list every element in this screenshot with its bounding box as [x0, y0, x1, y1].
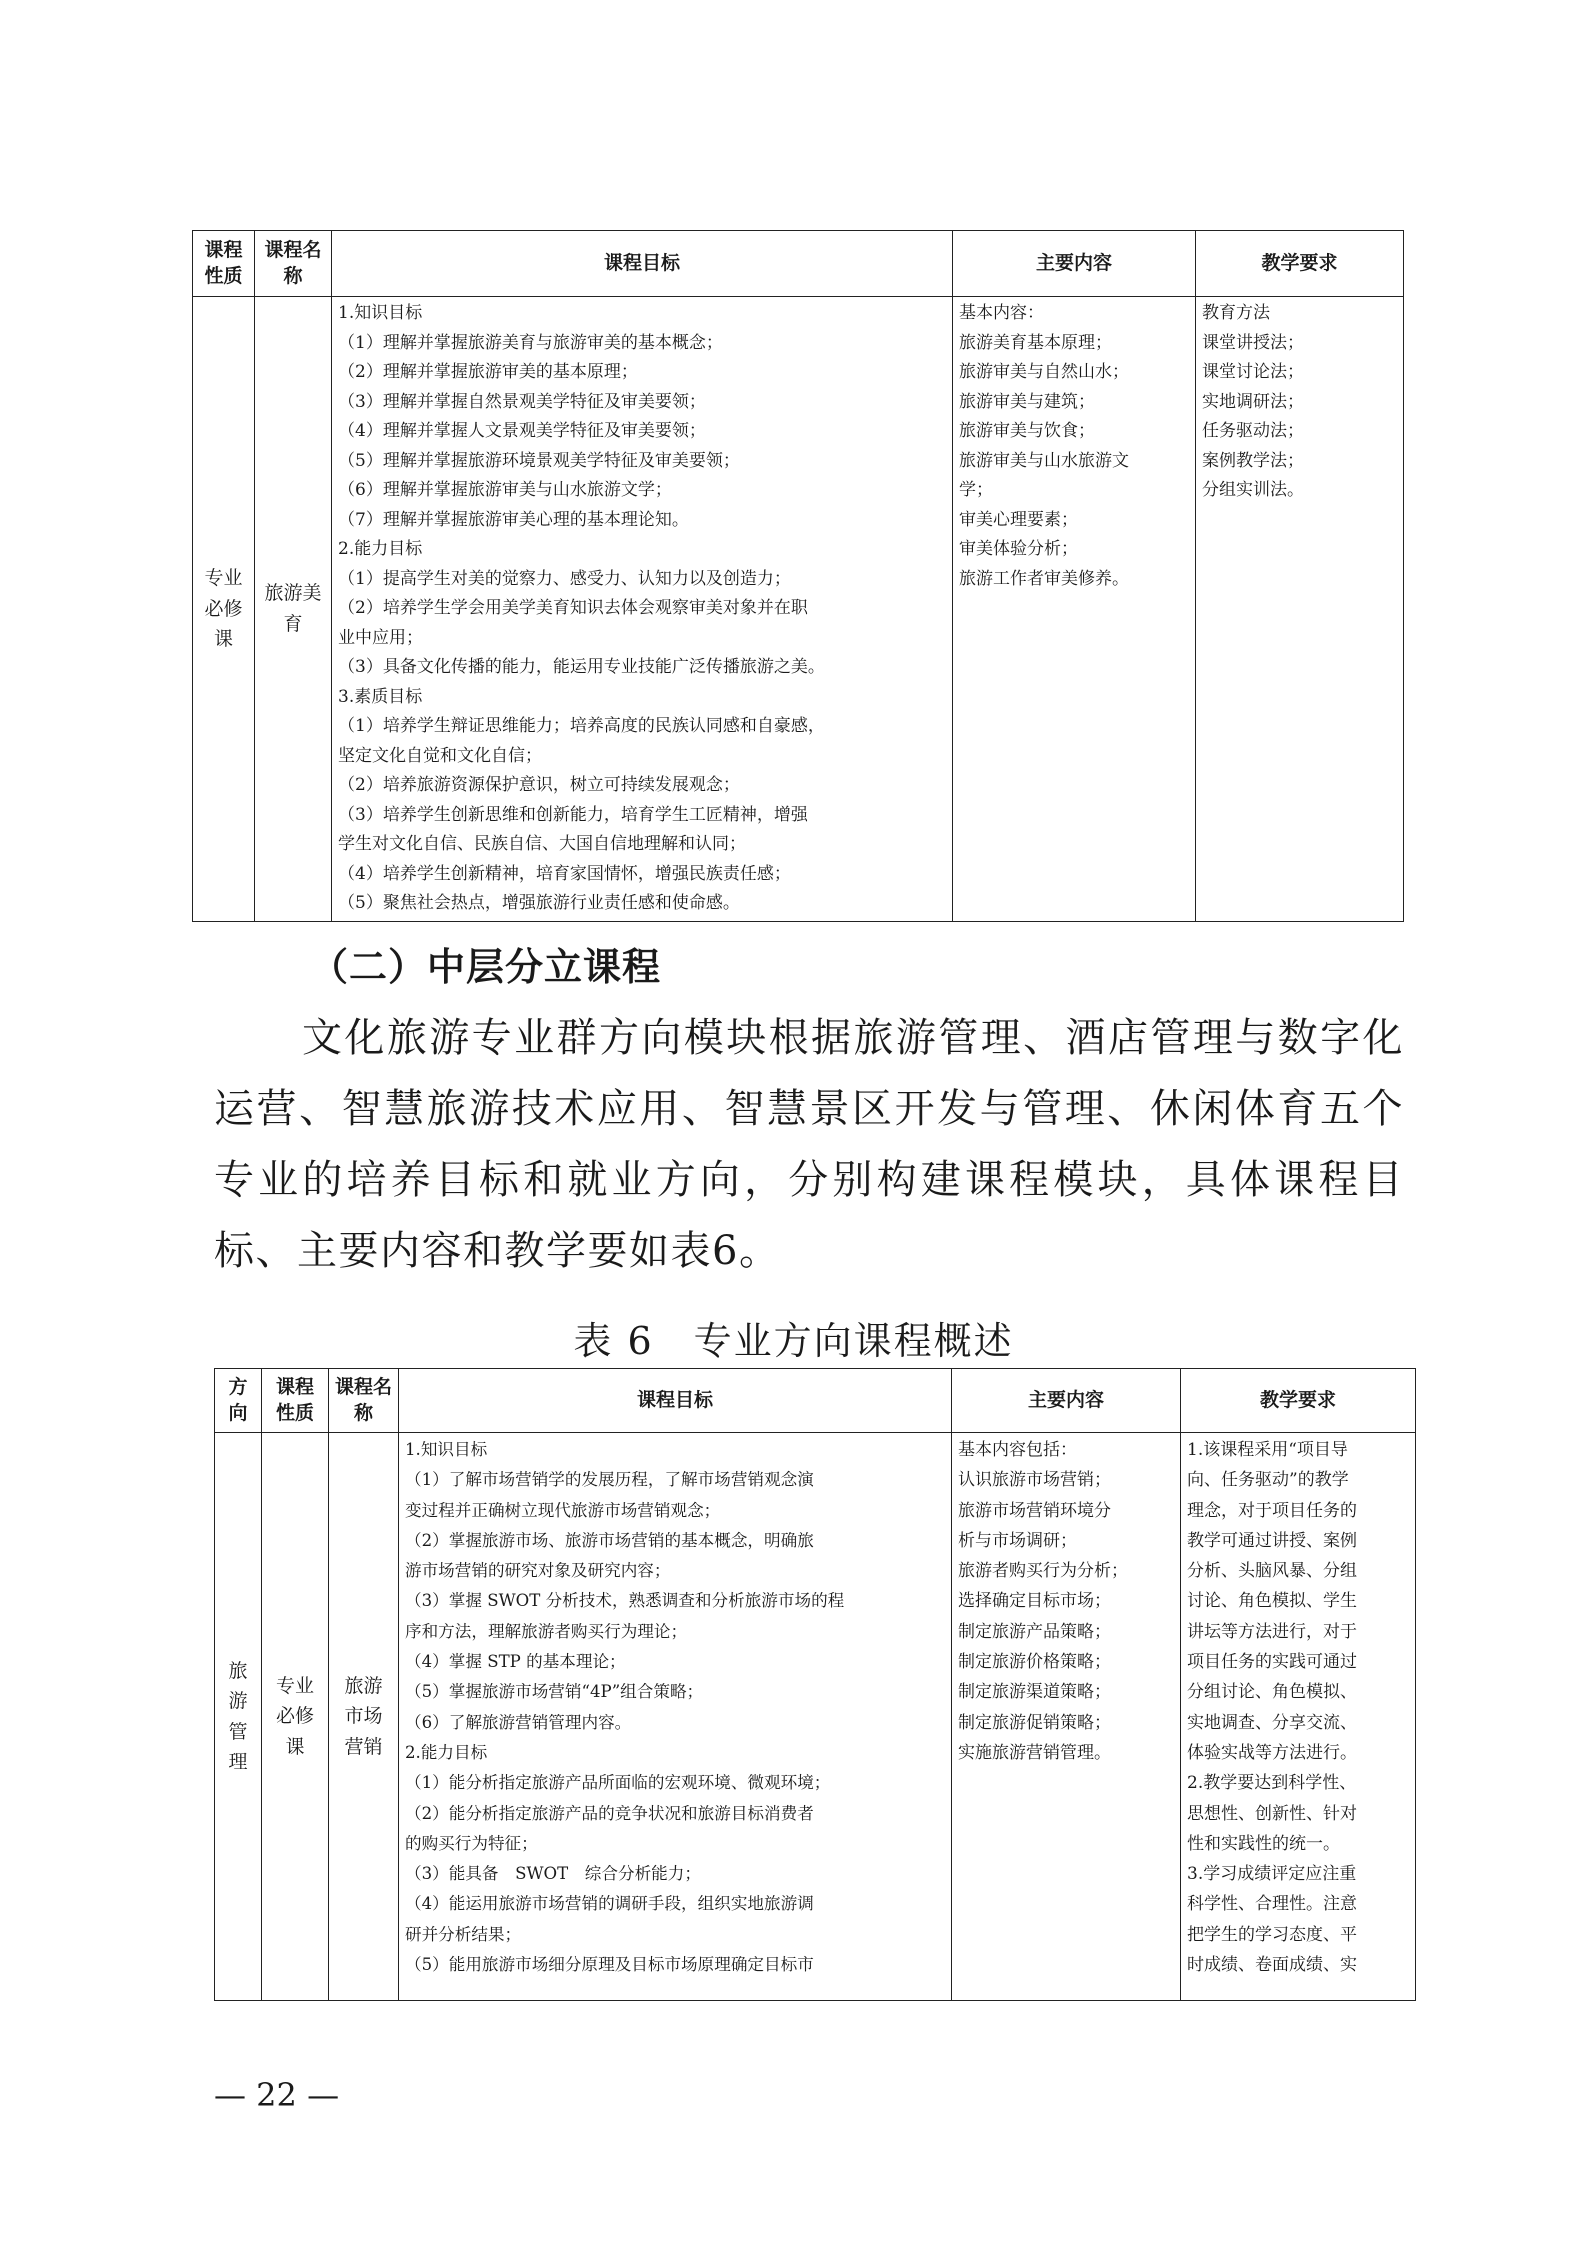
cell-line: 实施旅游营销管理。: [958, 1742, 1111, 1763]
cell-line: 学生对文化自信、民族自信、大国自信地理解和认同；: [338, 834, 746, 854]
header-name: 课程名称: [329, 1369, 399, 1433]
cell-line: （5）掌握旅游市场营销“4P”组合策略；: [405, 1682, 704, 1702]
cell-line: （3）掌握 SWOT 分析技术，熟悉调查和分析旅游市场的程: [405, 1591, 845, 1611]
cell-line: 游市场营销的研究对象及研究内容；: [405, 1561, 671, 1581]
cell-line: （1）了解市场营销学的发展历程，了解市场营销观念演: [405, 1470, 814, 1490]
cell-line: 旅游审美与自然山水；: [959, 362, 1129, 382]
cell-line: 思想性、创新性、针对: [1187, 1803, 1357, 1824]
cell-line: 向、任务驱动”的教学: [1187, 1470, 1349, 1491]
cell-line: 1.知识目标: [405, 1440, 488, 1459]
cell-line: （4）理解并掌握人文景观美学特征及审美要领；: [338, 421, 706, 441]
cell-line: 研并分析结果；: [405, 1924, 522, 1944]
course-goals: [332, 297, 953, 922]
cell-line: 科学性、合理性。注意: [1187, 1894, 1357, 1915]
cell-line: 认识旅游市场营销；: [958, 1470, 1111, 1491]
header-nature: 课程性质: [193, 231, 255, 297]
cell-line: 析与市场调研；: [958, 1530, 1077, 1551]
cell-line: 分组实训法。: [1202, 480, 1304, 500]
course-table-2: [214, 1368, 1416, 2001]
cell-line: 变过程并正确树立现代旅游市场营销观念；: [405, 1500, 721, 1520]
cell-line: 旅游市场营销环境分: [958, 1500, 1111, 1521]
header-content: 主要内容: [952, 1369, 1181, 1433]
header-name: 课程名称: [255, 231, 332, 297]
cell-line: 审美体验分析；: [959, 539, 1078, 559]
cell-line: 旅游美育基本原理；: [959, 332, 1112, 353]
cell-line: 分析、头脑风暴、分组: [1187, 1561, 1357, 1582]
cell-line: 基本内容包括：: [958, 1440, 1077, 1460]
cell-line: 序和方法，理解旅游者购买行为理论；: [405, 1621, 688, 1641]
cell-line: （2）培养旅游资源保护意识，树立可持续发展观念；: [338, 775, 740, 795]
cell-line: 理念，对于项目任务的: [1187, 1500, 1357, 1521]
cell-line: 学；: [959, 480, 993, 500]
cell-line: 2.教学要达到科学性、: [1187, 1773, 1357, 1794]
cell-line: （7）理解并掌握旅游审美心理的基本理论知。: [338, 509, 689, 530]
cell-line: 性和实践性的统一。: [1187, 1833, 1340, 1854]
cell-line: 制定旅游产品策略；: [958, 1621, 1111, 1642]
course-direction: 旅游管理: [215, 1433, 262, 2001]
cell-line: 把学生的学习态度、平: [1187, 1924, 1357, 1945]
course-nature: 专业必修课: [262, 1433, 329, 2001]
cell-line: 课堂讨论法；: [1202, 362, 1304, 382]
cell-line: （2）能分析指定旅游产品的竞争状况和旅游目标消费者: [405, 1803, 814, 1823]
cell-line: 旅游审美与山水旅游文: [959, 450, 1129, 471]
course-name: 旅游美育: [255, 297, 332, 922]
cell-line: （4）掌握 STP 的基本理论；: [405, 1652, 626, 1672]
cell-line: 体验实战等方法进行。: [1187, 1742, 1357, 1763]
header-goals: 课程目标: [399, 1369, 952, 1433]
table-caption: 表 6 专业方向课程概述: [573, 1319, 1014, 1363]
cell-line: 2.能力目标: [405, 1742, 488, 1762]
cell-line: （6）理解并掌握旅游审美与山水旅游文学；: [338, 480, 672, 500]
table-header-row: [193, 231, 1404, 297]
cell-line: 2.能力目标: [338, 539, 423, 559]
course-content: [953, 297, 1196, 922]
cell-line: （3）理解并掌握自然景观美学特征及审美要领；: [338, 391, 706, 412]
cell-line: 1.该课程采用“项目导: [1187, 1440, 1348, 1460]
cell-line: 讨论、角色模拟、学生: [1187, 1591, 1357, 1612]
cell-line: 教育方法: [1202, 303, 1270, 323]
cell-line: （1）能分析指定旅游产品所面临的宏观环境、微观环境；: [405, 1773, 831, 1793]
cell-line: 3.素质目标: [338, 686, 423, 707]
course-table-1: [192, 230, 1404, 922]
course-name: 旅游市场营销: [329, 1433, 399, 2001]
cell-line: （3）能具备 SWOT 综合分析能力；: [405, 1864, 701, 1884]
cell-line: 旅游者购买行为分析；: [958, 1561, 1128, 1582]
cell-line: 3.学习成绩评定应注重: [1187, 1864, 1357, 1885]
cell-line: （4）能运用旅游市场营销的调研手段，组织实地旅游调: [405, 1894, 814, 1914]
cell-line: 教学可通过讲授、案例: [1187, 1530, 1357, 1551]
cell-line: （2）理解并掌握旅游审美的基本原理；: [338, 362, 638, 382]
cell-line: 制定旅游促销策略；: [958, 1712, 1111, 1733]
cell-line: 坚定文化自觉和文化自信；: [338, 745, 542, 766]
cell-line: 分组讨论、角色模拟、: [1187, 1682, 1357, 1703]
cell-line: （5）聚焦社会热点，增强旅游行业责任感和使命感。: [338, 893, 740, 913]
table-header-row: [215, 1369, 1416, 1433]
course-nature: 专业必修课: [193, 297, 255, 922]
cell-line: 旅游审美与建筑；: [959, 391, 1095, 412]
cell-line: 实地调查、分享交流、: [1187, 1712, 1357, 1733]
header-nature: 课程性质: [262, 1369, 329, 1433]
section-heading: （二）中层分立课程: [310, 944, 662, 989]
cell-line: 旅游审美与饮食；: [959, 421, 1095, 441]
page-number: — 22 —: [214, 2076, 340, 2114]
cell-line: （5）理解并掌握旅游环境景观美学特征及审美要领；: [338, 450, 740, 471]
cell-line: 案例教学法；: [1202, 450, 1304, 471]
cell-line: 审美心理要素；: [959, 509, 1078, 530]
course-requirements: [1196, 297, 1404, 922]
cell-line: （2）培养学生学会用美学美育知识去体会观察审美对象并在职: [338, 598, 808, 618]
course-goals: [399, 1433, 952, 2001]
header-requirements: 教学要求: [1181, 1369, 1416, 1433]
cell-line: （4）培养学生创新精神，培育家国情怀，增强民族责任感；: [338, 863, 791, 884]
cell-line: 时成绩、卷面成绩、实: [1187, 1955, 1357, 1976]
course-requirements: [1181, 1433, 1416, 2001]
cell-line: 制定旅游价格策略；: [958, 1652, 1111, 1673]
cell-line: 的购买行为特征；: [405, 1833, 538, 1853]
header-content: 主要内容: [953, 231, 1196, 297]
cell-line: （3）具备文化传播的能力，能运用专业技能广泛传播旅游之美。: [338, 657, 825, 677]
cell-line: （1）培养学生辩证思维能力；培养高度的民族认同感和自豪感，: [338, 716, 825, 736]
table-row: [215, 1433, 1416, 2001]
header-goals: 课程目标: [332, 231, 953, 297]
cell-line: （5）能用旅游市场细分原理及目标市场原理确定目标市: [405, 1955, 814, 1975]
cell-line: （3）培养学生创新思维和创新能力，培育学生工匠精神，增强: [338, 804, 808, 825]
cell-line: 课堂讲授法；: [1202, 332, 1304, 353]
body-paragraph: 文化旅游专业群方向模块根据旅游管理、酒店管理与数字化运营、智慧旅游技术应用、智慧景区开发与管理、休闲体育五个专业的培养目标和就业方向，分别构建课程模块，具体课程目标、主要内容和教学要如表6。: [214, 1015, 1404, 1274]
cell-line: （1）理解并掌握旅游美育与旅游审美的基本概念；: [338, 332, 723, 353]
table-row: [193, 297, 1404, 922]
cell-line: 制定旅游渠道策略；: [958, 1682, 1111, 1703]
cell-line: 实地调研法；: [1202, 391, 1304, 412]
cell-line: 1.知识目标: [338, 303, 423, 323]
header-requirements: 教学要求: [1196, 231, 1404, 297]
cell-line: 业中应用；: [338, 627, 423, 648]
cell-line: 旅游工作者审美修养。: [959, 568, 1129, 589]
cell-line: 选择确定目标市场；: [958, 1591, 1111, 1612]
cell-line: （1）提高学生对美的觉察力、感受力、认知力以及创造力；: [338, 568, 791, 589]
cell-line: 项目任务的实践可通过: [1187, 1652, 1357, 1673]
cell-line: （6）了解旅游营销管理内容。: [405, 1712, 632, 1732]
cell-line: 任务驱动法；: [1202, 421, 1304, 441]
cell-line: 基本内容：: [959, 303, 1044, 323]
course-content: [952, 1433, 1181, 2001]
cell-line: （2）掌握旅游市场、旅游市场营销的基本概念，明确旅: [405, 1530, 814, 1550]
header-direction: 方向: [215, 1369, 262, 1433]
cell-line: 讲坛等方法进行，对于: [1187, 1621, 1357, 1642]
